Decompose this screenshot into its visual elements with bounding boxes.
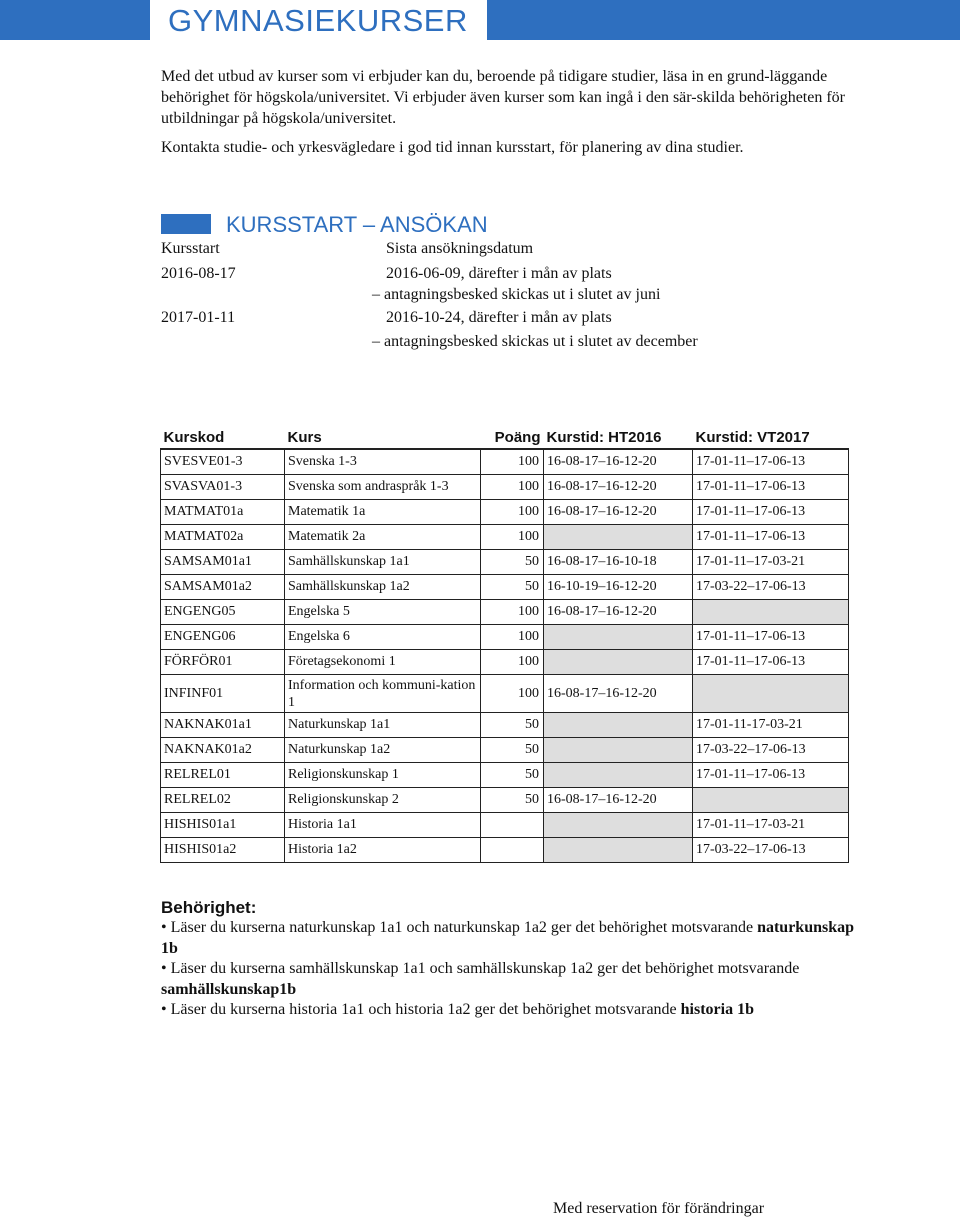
ht2016-cell: [544, 738, 693, 763]
course-name-cell: Samhällskunskap 1a2: [285, 575, 481, 600]
points-cell: [481, 813, 544, 838]
course-code-cell: SVASVA01-3: [161, 475, 285, 500]
course-name-cell: Matematik 2a: [285, 525, 481, 550]
header-ht2016: Kurstid: HT2016: [544, 426, 693, 449]
vt2017-cell: 17-01-11-17-03-21: [693, 713, 849, 738]
behorighet-item: • Läser du kurserna naturkunskap 1a1 och naturkunskap 1a2 ger det behörighet motsvarande naturkunskap 1b: [161, 919, 855, 957]
table-row: [161, 525, 849, 550]
course-name-cell: Naturkunskap 1a1: [285, 713, 481, 738]
ht2016-cell: [544, 713, 693, 738]
course-code-cell: NAKNAK01a2: [161, 738, 285, 763]
table-row: [161, 738, 849, 763]
contact-paragraph: Kontakta studie- och yrkesvägledare i god tid innan kursstart, för planering av dina studier.: [161, 139, 744, 156]
table-row: [161, 713, 849, 738]
deadline-date: 2016-10-24, därefter i mån av plats: [386, 309, 612, 326]
table-row: [161, 675, 849, 713]
points-cell: 100: [481, 625, 544, 650]
header-bar-left: [0, 0, 150, 40]
points-cell: 100: [481, 650, 544, 675]
table-row: [161, 500, 849, 525]
vt2017-cell: 17-03-22–17-06-13: [693, 575, 849, 600]
course-name-cell: Information och kommuni-kation 1: [285, 675, 481, 713]
points-cell: 100: [481, 500, 544, 525]
course-code-cell: HISHIS01a1: [161, 813, 285, 838]
header-poang: Poäng: [481, 426, 544, 449]
course-code-cell: MATMAT01a: [161, 500, 285, 525]
course-code-cell: MATMAT02a: [161, 525, 285, 550]
points-cell: 100: [481, 449, 544, 475]
course-code-cell: RELREL01: [161, 763, 285, 788]
course-name-cell: Engelska 5: [285, 600, 481, 625]
course-name-cell: Företagsekonomi 1: [285, 650, 481, 675]
points-cell: 50: [481, 738, 544, 763]
ht2016-cell: 16-08-17–16-12-20: [544, 675, 693, 713]
table-row: [161, 788, 849, 813]
ht2016-cell: [544, 650, 693, 675]
vt2017-cell: 17-01-11–17-06-13: [693, 475, 849, 500]
deadline-col-label: Sista ansökningsdatum: [386, 240, 534, 257]
course-table: [160, 426, 849, 863]
ht2016-cell: 16-08-17–16-10-18: [544, 550, 693, 575]
vt2017-cell: 17-01-11–17-06-13: [693, 650, 849, 675]
vt2017-cell: 17-01-11–17-06-13: [693, 449, 849, 475]
course-code-cell: NAKNAK01a1: [161, 713, 285, 738]
ht2016-cell: 16-08-17–16-12-20: [544, 500, 693, 525]
course-name-cell: Svenska 1-3: [285, 449, 481, 475]
vt2017-cell: 17-03-22–17-06-13: [693, 838, 849, 863]
course-name-cell: Historia 1a1: [285, 813, 481, 838]
intro-paragraph: Med det utbud av kurser som vi erbjuder kan du, beroende på tidigare studier, läsa in en grund-läggande behörighet för högskola/universitet. Vi erbjuder även kurser som kan ingå i den sär-skilda behörigheten för utbildningar på högskola/universitet.: [161, 68, 846, 127]
ht2016-cell: [544, 813, 693, 838]
behorighet-list: [161, 918, 861, 1021]
vt2017-cell: 17-01-11–17-03-21: [693, 550, 849, 575]
points-cell: 100: [481, 475, 544, 500]
table-row: [161, 763, 849, 788]
admission-note: – antagningsbesked skickas ut i slutet av december: [372, 333, 698, 350]
behorighet-item: • Läser du kurserna historia 1a1 och historia 1a2 ger det behörighet motsvarande historia 1b: [161, 1001, 754, 1018]
table-row: [161, 838, 849, 863]
course-code-cell: SVESVE01-3: [161, 449, 285, 475]
course-name-cell: Historia 1a2: [285, 838, 481, 863]
course-code-cell: ENGENG06: [161, 625, 285, 650]
course-name-cell: Matematik 1a: [285, 500, 481, 525]
table-row: [161, 550, 849, 575]
deadline-date: 2016-06-09, därefter i mån av plats: [386, 265, 612, 282]
course-code-cell: RELREL02: [161, 788, 285, 813]
header-kurs: Kurs: [285, 426, 481, 449]
vt2017-cell: [693, 675, 849, 713]
table-row: [161, 650, 849, 675]
points-cell: 100: [481, 675, 544, 713]
admission-note: – antagningsbesked skickas ut i slutet av juni: [372, 286, 661, 303]
course-name-cell: Engelska 6: [285, 625, 481, 650]
table-header-row: [161, 426, 849, 449]
course-code-cell: INFINF01: [161, 675, 285, 713]
table-row: [161, 575, 849, 600]
vt2017-cell: 17-01-11–17-06-13: [693, 763, 849, 788]
behorighet-title: Behörighet:: [161, 898, 257, 917]
points-cell: 50: [481, 550, 544, 575]
table-row: [161, 600, 849, 625]
section-marker: [161, 214, 211, 234]
ht2016-cell: 16-08-17–16-12-20: [544, 600, 693, 625]
course-code-cell: HISHIS01a2: [161, 838, 285, 863]
points-cell: [481, 838, 544, 863]
course-name-cell: Religionskunskap 1: [285, 763, 481, 788]
vt2017-cell: [693, 788, 849, 813]
points-cell: 50: [481, 713, 544, 738]
ht2016-cell: 16-08-17–16-12-20: [544, 788, 693, 813]
course-code-cell: ENGENG05: [161, 600, 285, 625]
header-kurskod: Kurskod: [161, 426, 285, 449]
footer-note: Med reservation för förändringar: [553, 1200, 765, 1217]
table-row: [161, 475, 849, 500]
points-cell: 50: [481, 763, 544, 788]
course-name-cell: Samhällskunskap 1a1: [285, 550, 481, 575]
course-name-cell: Svenska som andraspråk 1-3: [285, 475, 481, 500]
points-cell: 50: [481, 788, 544, 813]
course-code-cell: SAMSAM01a2: [161, 575, 285, 600]
table-row: [161, 449, 849, 475]
ht2016-cell: 16-08-17–16-12-20: [544, 449, 693, 475]
page-title: GYMNASIEKURSER: [168, 3, 468, 38]
vt2017-cell: 17-01-11–17-06-13: [693, 625, 849, 650]
vt2017-cell: 17-01-11–17-03-21: [693, 813, 849, 838]
points-cell: 50: [481, 575, 544, 600]
points-cell: 100: [481, 525, 544, 550]
vt2017-cell: [693, 600, 849, 625]
kursstart-date: 2016-08-17: [161, 265, 236, 282]
ht2016-cell: [544, 525, 693, 550]
ht2016-cell: 16-08-17–16-12-20: [544, 475, 693, 500]
course-code-cell: SAMSAM01a1: [161, 550, 285, 575]
vt2017-cell: 17-01-11–17-06-13: [693, 500, 849, 525]
ht2016-cell: 16-10-19–16-12-20: [544, 575, 693, 600]
header-vt2017: Kurstid: VT2017: [693, 426, 849, 449]
course-name-cell: Naturkunskap 1a2: [285, 738, 481, 763]
ht2016-cell: [544, 625, 693, 650]
vt2017-cell: 17-01-11–17-06-13: [693, 525, 849, 550]
behorighet-item: • Läser du kurserna samhällskunskap 1a1 och samhällskunskap 1a2 ger det behörighet motsvarande samhällskunskap1b: [161, 960, 800, 998]
section-heading: KURSSTART – ANSÖKAN: [226, 212, 488, 237]
ht2016-cell: [544, 763, 693, 788]
header-bar-right: [487, 0, 960, 40]
table-row: [161, 813, 849, 838]
kursstart-col-label: Kursstart: [161, 240, 220, 257]
ht2016-cell: [544, 838, 693, 863]
vt2017-cell: 17-03-22–17-06-13: [693, 738, 849, 763]
kursstart-date: 2017-01-11: [161, 309, 236, 326]
points-cell: 100: [481, 600, 544, 625]
course-code-cell: FÖRFÖR01: [161, 650, 285, 675]
table-row: [161, 625, 849, 650]
course-name-cell: Religionskunskap 2: [285, 788, 481, 813]
